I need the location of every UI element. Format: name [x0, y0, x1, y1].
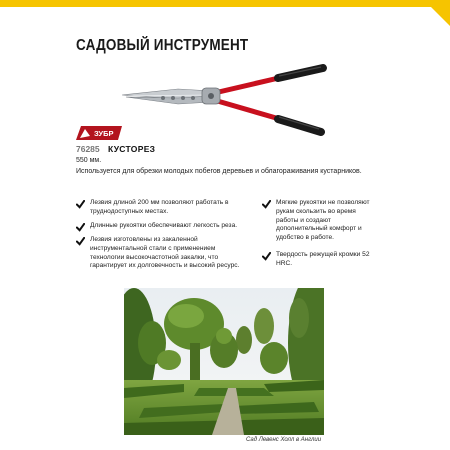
brand-logo-text: ЗУБР [94, 129, 114, 138]
checkmark-icon [262, 200, 271, 209]
page-title: САДОВЫЙ ИНСТРУМЕНТ [76, 36, 249, 54]
brand-logo [76, 124, 124, 140]
feature-text: Лезвия длиной 200 мм позволяют работать в труднодоступных местах. [90, 199, 229, 215]
feature-item [76, 236, 246, 271]
product-code: 76285 [76, 144, 100, 154]
upper-handle [210, 67, 323, 94]
photo-caption: Сад Левенс Холл в Англии [246, 437, 322, 443]
lower-handle [214, 100, 321, 132]
corner-accent [424, 0, 450, 26]
feature-text: Лезвия изготовлены из закаленной инструментальной стали с применением технологии высокочастотной закалки, что гарантирует их долговечность и высокий ресурс. [90, 236, 240, 270]
checkmark-icon [76, 237, 85, 246]
product-description: Используется для обрезки молодых побегов деревьев и облагораживания кустарников. [76, 168, 362, 175]
blades [122, 89, 214, 104]
hedge-shears-image [118, 60, 333, 142]
checkmark-icon [76, 200, 85, 209]
feature-item [262, 199, 372, 243]
pivot-bolt [202, 88, 220, 104]
feature-text: Твердость режущей кромки 52 HRC. [276, 251, 370, 267]
product-size: 550 мм. [76, 157, 102, 164]
product-header [76, 144, 155, 154]
checkmark-icon [76, 223, 85, 232]
product-name: КУСТОРЕЗ [108, 144, 156, 154]
feature-item [76, 222, 246, 232]
feature-text: Мягкие рукоятки не позволяют рукам скользить во время работы и создают дополнительный комфорт и удобство в работе. [276, 199, 370, 242]
feature-text: Длинные рукоятки обеспечивают легкость реза. [90, 222, 238, 229]
garden-photo [124, 288, 324, 435]
checkmark-icon [262, 252, 271, 261]
feature-item [76, 199, 246, 217]
feature-item [262, 251, 372, 269]
top-accent-stripe [0, 0, 450, 7]
